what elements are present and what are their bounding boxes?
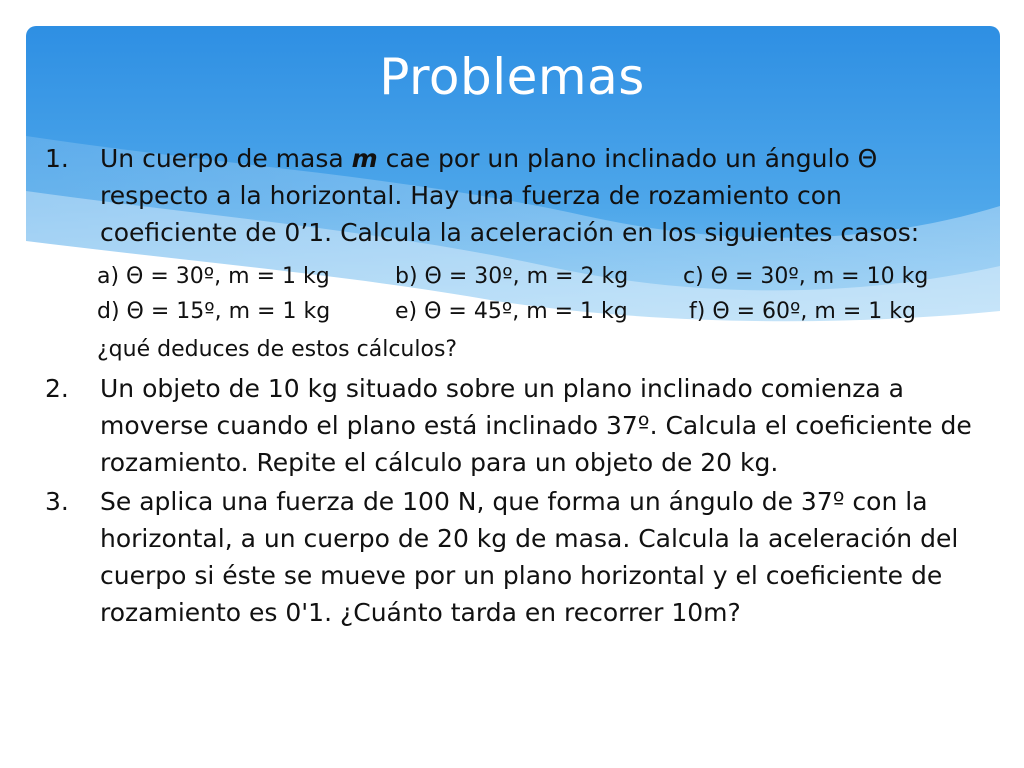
problem-number: 2. [45,374,69,403]
case-a: a) Θ = 30º, m = 1 kg [97,264,330,289]
mass-variable: m [351,144,378,173]
cases-grid [97,258,1024,332]
problem-number: 3. [45,487,69,516]
case-b: b) Θ = 30º, m = 2 kg [395,264,629,289]
problem-1 [0,140,980,251]
case-e: e) Θ = 45º, m = 1 kg [395,299,628,324]
problem-text-end: cae por un plano inclinado un ángulo Θ respecto a la horizontal. Hay una fuerza de rozamiento con coeficiente de 0’1. Calcula la aceleración en los siguientes casos: [100,144,920,247]
problem-list [0,140,1024,631]
problem-text: Se aplica una fuerza de 100 N, que forma un ángulo de 37º con la horizontal, a un cuerpo de 20 kg de masa. Calcula la aceleración del cuerpo si éste se mueve por un plano horizontal y el coeficiente de rozamiento es 0'1. ¿Cuánto tarda en recorrer 10m? [100,487,959,627]
problem-2 [0,370,980,481]
case-d: d) Θ = 15º, m = 1 kg [97,299,331,324]
case-f: f) Θ = 60º, m = 1 kg [689,299,916,324]
problem-text-start: Un cuerpo de masa [100,144,352,173]
problem-number: 1. [45,144,69,173]
case-c: c) Θ = 30º, m = 10 kg [683,264,929,289]
deduction-question: ¿qué deduces de estos cálculos? [97,337,458,362]
problem-3 [0,483,980,631]
problem-text: Un objeto de 10 kg situado sobre un plano inclinado comienza a moverse cuando el plano está inclinado 37º. Calcula el coeficiente de rozamiento. Repite el cálculo para un objeto de 20 kg. [100,374,972,477]
slide-title: Problemas [379,48,645,106]
